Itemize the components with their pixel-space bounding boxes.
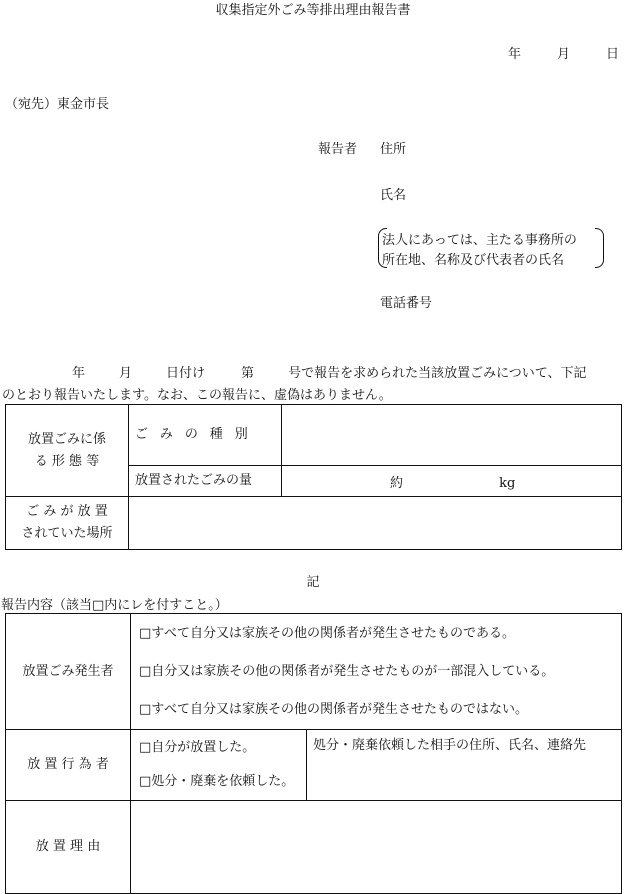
intro-rest: 号で報告を求められた当該放置ごみについて、下記: [288, 366, 587, 381]
generator-option-3[interactable]: □すべて自分又は家族その他の関係者が発生させたものではない。: [139, 701, 529, 717]
contractor-cell[interactable]: [307, 730, 622, 801]
ki-heading: 記: [306, 575, 320, 590]
place-label-cell: [6, 497, 129, 550]
act-label: 放 置 行 為 者: [27, 757, 109, 772]
addressee: （宛先）東金市長: [5, 97, 110, 112]
kind-value-field[interactable]: [282, 405, 622, 466]
place-value-field[interactable]: [129, 497, 622, 550]
date-month: 月: [557, 47, 571, 62]
intro-line1: [0, 362, 626, 381]
reason-label: 放 置 理 由: [35, 839, 101, 854]
amount-label: 放置されたごみの量: [135, 473, 253, 488]
date-line: [508, 43, 619, 62]
amount-value-field[interactable]: [282, 466, 622, 497]
intro-line2: のとおり報告いたします。なお、この報告に、虚偽はありません。: [2, 388, 392, 403]
act-option-1[interactable]: □自分が放置した。: [139, 740, 256, 755]
report-table: [5, 613, 622, 894]
kind-label-cell: [129, 405, 282, 466]
address-label: 住所: [380, 142, 407, 157]
intro-dated: 日付け: [166, 366, 206, 381]
form-table: [5, 404, 622, 550]
generator-label-cell: [6, 614, 131, 730]
generator-options-cell: [131, 614, 622, 730]
form-label-line2: る 形 態 等: [34, 453, 100, 469]
reason-value-field[interactable]: [131, 801, 622, 894]
reason-label-cell: [6, 801, 131, 894]
name-label: 氏名: [380, 188, 407, 203]
corporation-note-line1: 法人にあっては、主たる事務所の: [382, 233, 577, 248]
form-label-line1: 放置ごみに係: [27, 431, 106, 447]
kind-label: ご み の 種 別: [135, 427, 252, 442]
corporation-note: [378, 228, 606, 268]
amount-unit: kg: [499, 475, 516, 491]
generator-option-2[interactable]: □自分又は家族その他の関係者が発生させたものが一部混入している。: [139, 663, 555, 679]
bracket-right: [595, 228, 604, 268]
amount-prefix: 約: [390, 475, 404, 491]
form-label-cell: [6, 405, 129, 497]
intro-year: 年: [72, 366, 86, 381]
amount-label-cell: [129, 466, 282, 497]
phone-label: 電話番号: [380, 296, 433, 311]
act-label-cell: [6, 730, 131, 801]
date-day: 日: [606, 47, 620, 62]
act-options-cell: [131, 730, 307, 801]
intro-month: 月: [119, 366, 133, 381]
contractor-label: 処分・廃棄依頼した相手の住所、氏名、連絡先: [313, 738, 587, 753]
corporation-note-line2: 所在地、名称及び代表者の氏名: [382, 253, 565, 268]
generator-label: 放置ごみ発生者: [22, 663, 114, 679]
place-label-line2: されていた場所: [21, 526, 113, 541]
report-content-label-text: 報告内容（該当□内にレを付すこと。）: [1, 598, 228, 613]
document-title: 収集指定外ごみ等排出理由報告書: [215, 3, 411, 18]
date-year: 年: [508, 47, 522, 62]
reporter-label: 報告者: [318, 142, 358, 157]
act-option-2[interactable]: □処分・廃棄を依頼した。: [139, 774, 295, 789]
place-label-line1: ご み が 放 置: [26, 504, 108, 519]
intro-no-prefix: 第: [241, 366, 255, 381]
generator-option-1[interactable]: □すべて自分又は家族その他の関係者が発生させたものである。: [139, 625, 516, 641]
